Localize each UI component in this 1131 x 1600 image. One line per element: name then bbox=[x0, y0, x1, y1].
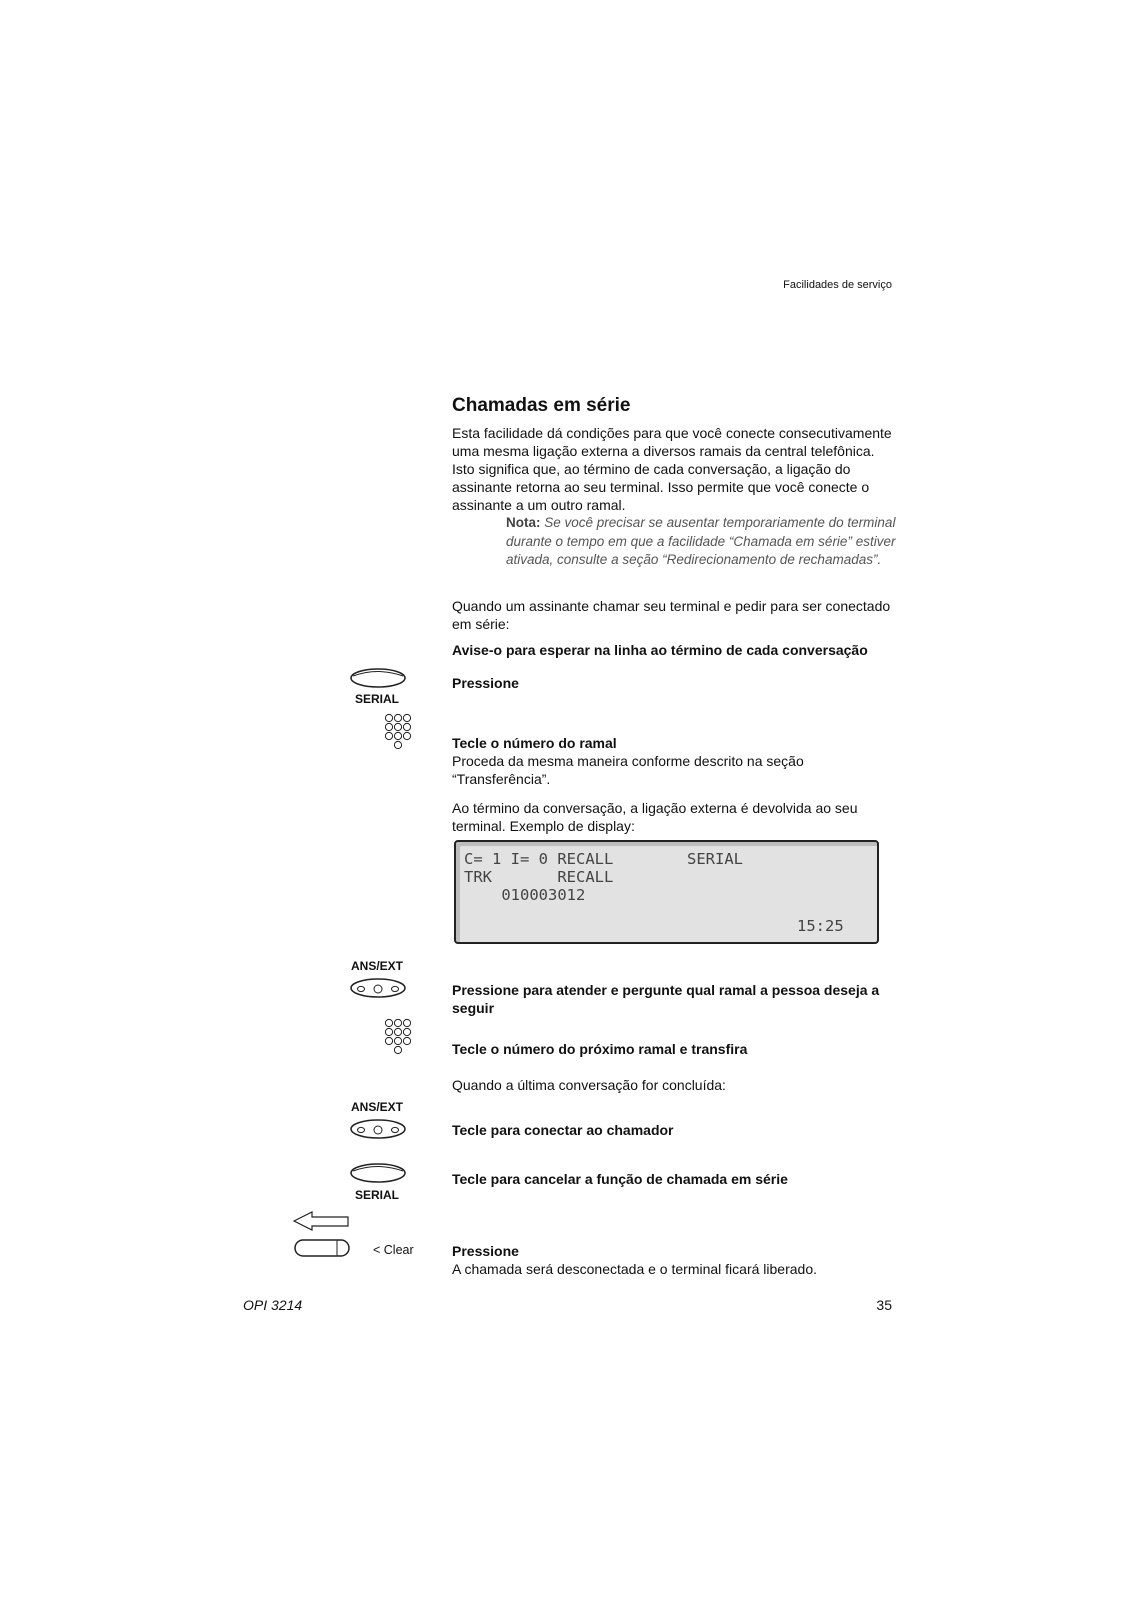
serial-key-label: SERIAL bbox=[354, 1188, 399, 1202]
display-line-3: 010003012 bbox=[464, 886, 586, 904]
step-connect: Tecle para conectar ao chamador bbox=[452, 1122, 674, 1138]
step-press-serial: Pressione bbox=[452, 675, 519, 691]
display-example bbox=[454, 840, 879, 944]
advise-text: Avise-o para esperar na linha ao término de cada conversação bbox=[452, 642, 868, 658]
ansext-key-label: ANS/EXT bbox=[350, 1100, 403, 1114]
serial-key-icon bbox=[349, 666, 409, 690]
serial-key-label: SERIAL bbox=[354, 692, 399, 706]
intro-paragraph: Esta facilidade dá condições para que você conecte consecutivamente uma mesma ligação externa a diversos ramais da central telefônica. Isto significa que, ao término de cada conversação, a ligação do assinante retorna ao seu terminal. Isso permite que você conecte o assinante a um outro ramal. bbox=[452, 425, 892, 513]
when-called-text: Quando um assinante chamar seu terminal e pedir para ser conectado em série: bbox=[452, 598, 891, 632]
step-disconnect: A chamada será desconectada e o terminal ficará liberado. bbox=[452, 1261, 817, 1277]
display-line-1-right: SERIAL bbox=[687, 850, 743, 868]
step-last-text: Quando a última conversação for concluída: bbox=[452, 1077, 726, 1093]
back-arrow-icon bbox=[292, 1209, 352, 1257]
step-dial-text: Proceda da mesma maneira conforme descrito na seção “Transferência”. bbox=[452, 753, 804, 787]
ansext-key-label: ANS/EXT bbox=[350, 959, 403, 973]
step-dial-next: Tecle o número do próximo ramal e transfira bbox=[452, 1041, 748, 1057]
footer-model: OPI 3214 bbox=[243, 1297, 303, 1313]
ansext-key-icon bbox=[349, 976, 409, 1000]
page-title: Chamadas em série bbox=[452, 395, 631, 416]
step-dial-title: Tecle o número do ramal bbox=[452, 735, 617, 751]
serial-key-icon bbox=[349, 1161, 409, 1185]
note-text: Se você precisar se ausentar temporariamente do terminal durante o tempo em que a facilidade “Chamada em série” estiver ativada, consulte a seção “Redirecionamento de rechamadas”. bbox=[506, 515, 896, 567]
step-cancel: Tecle para cancelar a função de chamada em série bbox=[452, 1171, 788, 1187]
keypad-icon bbox=[384, 713, 416, 755]
ansext-key-icon bbox=[349, 1117, 409, 1141]
page-number: 35 bbox=[876, 1297, 892, 1313]
note-label: Nota: bbox=[506, 515, 541, 530]
running-header: Facilidades de serviço bbox=[783, 279, 892, 291]
clear-key-label: < Clear bbox=[373, 1243, 414, 1257]
note-block bbox=[506, 514, 896, 570]
display-line-1: C= 1 I= 0 RECALL bbox=[464, 850, 614, 868]
display-time: 15:25 bbox=[797, 917, 844, 935]
step-end-text: Ao término da conversação, a ligação externa é devolvida ao seu terminal. Exemplo de display: bbox=[452, 800, 858, 834]
display-line-2: TRK RECALL bbox=[464, 868, 614, 886]
step-answer: Pressione para atender e pergunte qual ramal a pessoa deseja a seguir bbox=[452, 982, 880, 1016]
step-press-clear: Pressione bbox=[452, 1243, 519, 1259]
keypad-icon bbox=[384, 1018, 416, 1060]
